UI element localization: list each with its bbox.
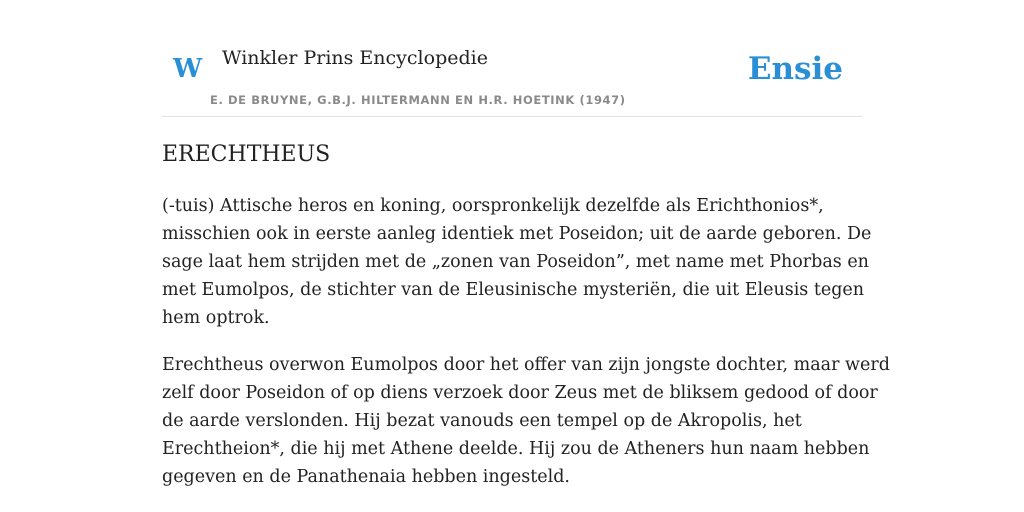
article-paragraph [162,192,872,332]
article-body [162,192,890,510]
publication-authors: E. DE BRUYNE, G.B.J. HILTERMANN EN H.R. HOETINK (1947) [210,93,626,107]
brand-logo-link[interactable]: Ensie [747,51,843,87]
paragraph-line: de aarde verslonden. Hij bezat vanouds een tempel op de Akropolis, het [162,411,802,431]
paragraph-line: sage laat hem strijden met de „zonen van Poseidon”, met name met Phorbas en [162,252,869,272]
paragraph-line: (-tuis) Attische heros en koning, oorspronkelijk dezelfde als Erichthonios*, [162,196,824,216]
paragraph-line: zelf door Poseidon of op diens verzoek door Zeus met de bliksem gedood of door [162,383,878,403]
publication-title[interactable]: Winkler Prins Encyclopedie [222,47,488,69]
site-header [162,40,862,117]
paragraph-line: met Eumolpos, de stichter van de Eleusinische mysteriën, die uit Eleusis tegen [162,280,865,300]
paragraph-line: hem optrok. [162,308,270,328]
paragraph-line: Erechtheus overwon Eumolpos door het offer van zijn jongste dochter, maar werd [162,355,890,375]
article-paragraph [162,351,890,491]
paragraph-line: gegeven en de Panathenaia hebben ingesteld. [162,467,570,487]
paragraph-line: Erechtheion*, die hij met Athene deelde. Hij zou de Atheners hun naam hebben [162,439,870,459]
publication-logo-icon: W [173,54,203,84]
article-title: ERECHTHEUS [162,142,331,167]
paragraph-line: misschien ook in eerste aanleg identiek met Poseidon; uit de aarde geboren. De [162,224,872,244]
